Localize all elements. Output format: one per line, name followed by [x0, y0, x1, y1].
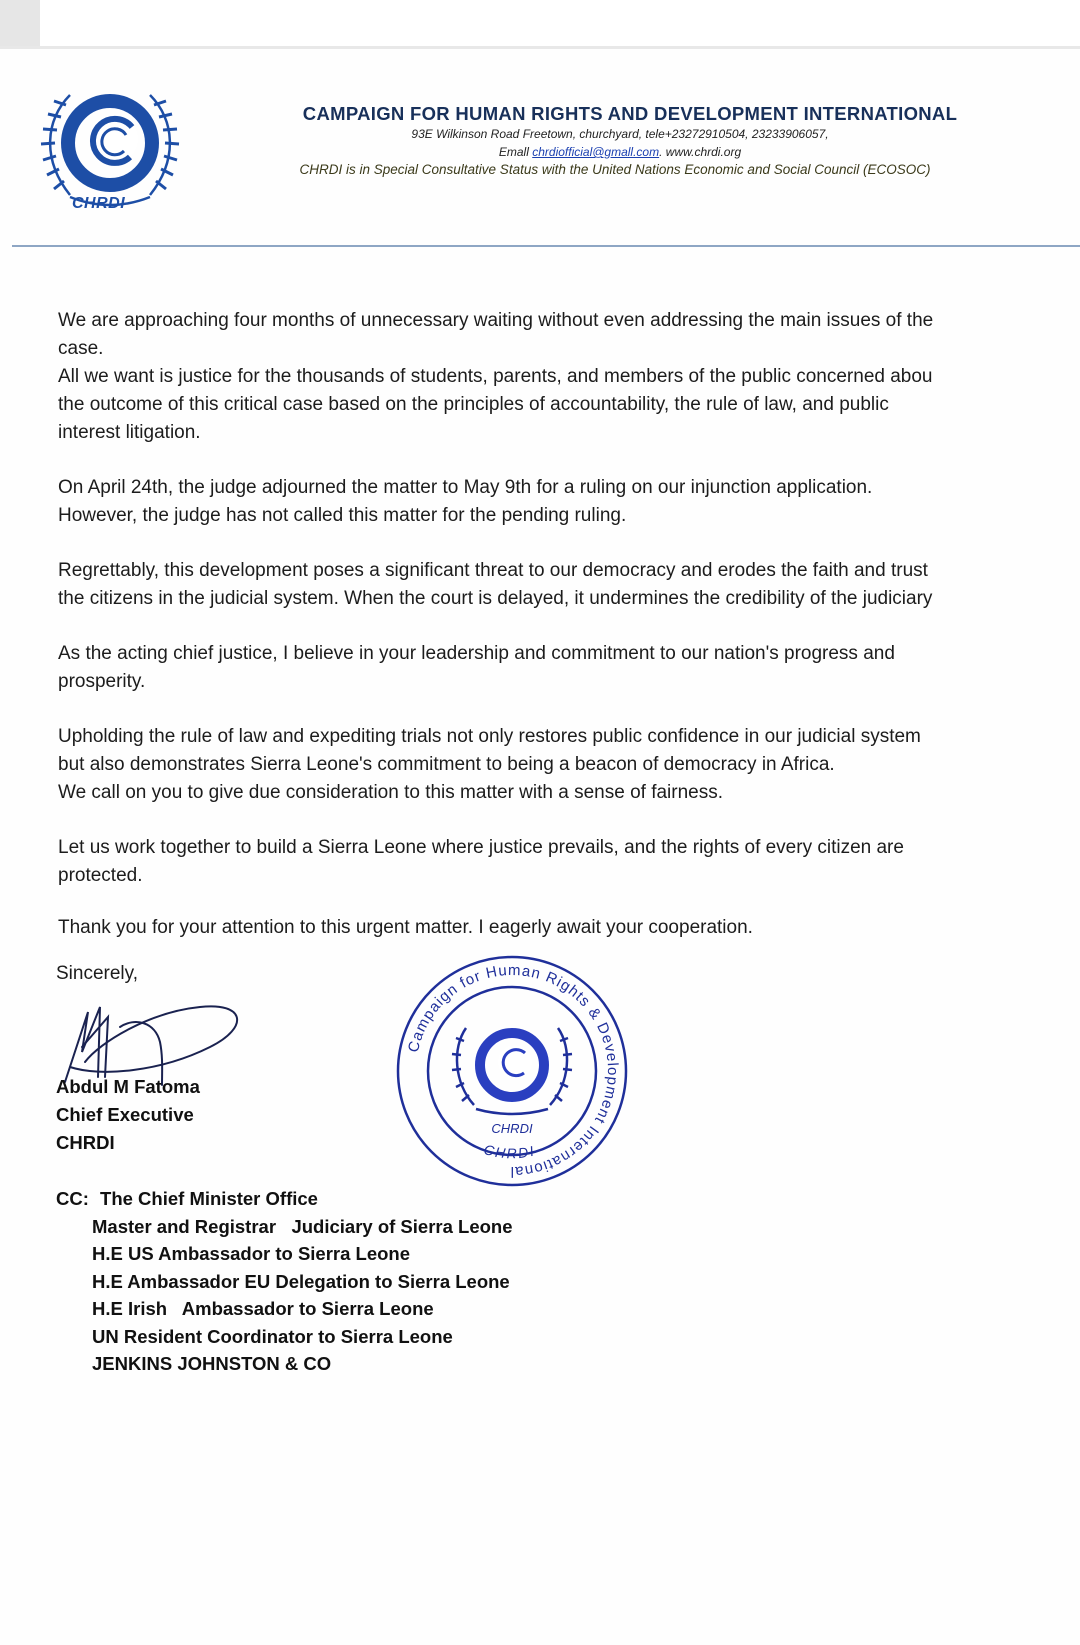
body-line: Thank you for your attention to this urgent matter. I eagerly await your cooperation. [58, 917, 753, 938]
cc-recipient: JENKINS JOHNSTON & CO [92, 1353, 332, 1374]
cc-label: CC: [56, 1188, 89, 1209]
cc-first-row [56, 1185, 513, 1213]
body-line: We are approaching four months of unnecessary waiting without even addressing the main issues of the [58, 310, 934, 331]
body-line: All we want is justice for the thousands of students, parents, and members of the public concerned abou [58, 366, 933, 387]
consultative-status: CHRDI is in Special Consultative Status with the United Nations Economic and Social Council (ECOSOC) [299, 162, 931, 177]
seal-center-text: CHRDI [491, 1121, 533, 1136]
body-line: On April 24th, the judge adjourned the matter to May 9th for a ruling on our injunction application. [58, 477, 873, 498]
letterhead-header [230, 103, 1010, 177]
address-line: 93E Wilkinson Road Freetown, churchyard, tele+23272910504, 23233906057, [411, 127, 829, 141]
body-line: the citizens in the judicial system. When the court is delayed, it undermines the credibility of the judiciary [58, 588, 933, 609]
signer-block [56, 1073, 200, 1157]
salutation: Sincerely, [56, 963, 139, 984]
cc-recipient: The Chief Minister Office [100, 1188, 318, 1209]
email-label: Emall [498, 145, 529, 159]
logo-caption: CHRDI [72, 195, 126, 212]
viewer-side-strip [0, 0, 40, 46]
official-seal-icon [394, 953, 630, 1189]
cc-recipient: UN Resident Coordinator to Sierra Leone [92, 1325, 453, 1347]
body-line: the outcome of this critical case based on the principles of accountability, the rule of law, and public [58, 394, 889, 415]
website-text: . www.chrdi.org [659, 145, 742, 159]
signer-org: CHRDI [56, 1132, 115, 1153]
body-line: but also demonstrates Sierra Leone's commitment to being a beacon of democracy in Africa. [58, 754, 835, 775]
cc-list [56, 1185, 513, 1378]
signer-title: Chief Executive [56, 1104, 194, 1125]
body-line: prosperity. [58, 671, 146, 692]
signer-name: Abdul M Fatoma [56, 1076, 200, 1097]
body-line: However, the judge has not called this matter for the pending ruling. [58, 505, 627, 526]
body-line: Regrettably, this development poses a significant threat to our democracy and erodes the faith and trust [58, 560, 928, 581]
body-line: We call on you to give due consideration to this matter with a sense of fairness. [58, 782, 723, 803]
body-line: Upholding the rule of law and expediting trials not only restores public confidence in our judicial system [58, 726, 921, 747]
cc-recipient: Master and Registrar Judiciary of Sierra Leone [92, 1215, 513, 1237]
cc-recipient: H.E US Ambassador to Sierra Leone [92, 1243, 411, 1264]
viewer-top-bar [0, 0, 1080, 49]
body-line: As the acting chief justice, I believe in your leadership and commitment to our nation's progress and [58, 643, 895, 664]
email-link[interactable]: chrdiofficial@gmall.com [532, 145, 660, 159]
cc-recipient: H.E Irish Ambassador to Sierra Leone [92, 1298, 434, 1319]
body-line: interest litigation. [58, 422, 201, 443]
seal-bottom-text: · CHRDI · [470, 1136, 550, 1162]
body-line: case. [58, 338, 104, 359]
contact-line [230, 143, 1010, 161]
header-divider [12, 245, 1080, 247]
svg-text:· CHRDI · [470, 1137, 549, 1161]
org-name: CAMPAIGN FOR HUMAN RIGHTS AND DEVELOPMENT INTERNATIONAL [302, 103, 958, 124]
letter-body [58, 307, 1080, 942]
letter-page [0, 49, 1080, 1645]
seal-ring-text: Campaign for Human Rights & Development International [404, 961, 622, 1181]
body-line: protected. [58, 865, 143, 886]
cc-recipient: H.E Ambassador EU Delegation to Sierra Leone [92, 1270, 510, 1292]
body-line: Let us work together to build a Sierra Leone where justice prevails, and the rights of every citizen are [58, 837, 904, 858]
